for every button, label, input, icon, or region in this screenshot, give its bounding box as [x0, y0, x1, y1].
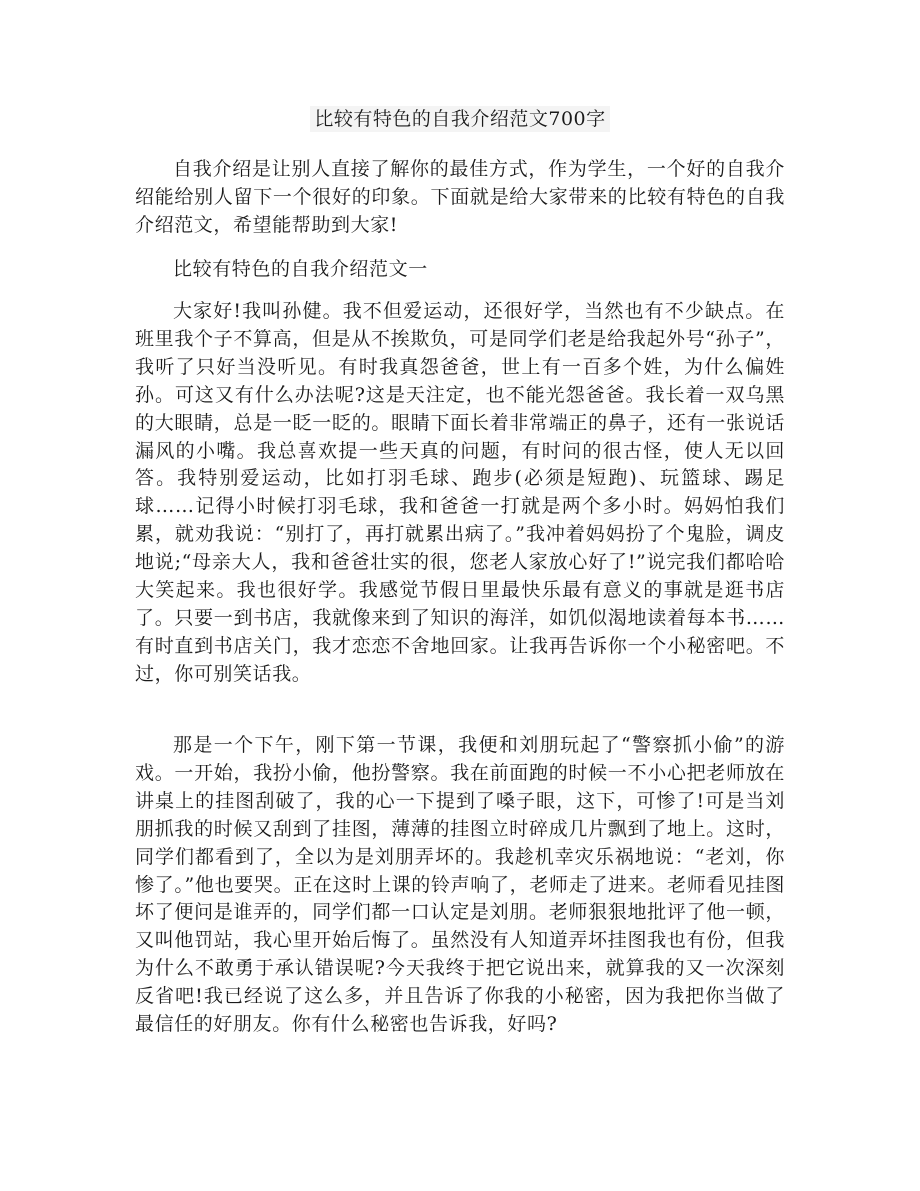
- body-paragraph-1: 大家好!我叫孙健。我不但爱运动，还很好学，当然也有不少缺点。在班里我个子不算高，但是从不挨欺负，可是同学们老是给我起外号“孙子”，我听了只好当没听见。有时我真怨爸爸，世上有一百多个姓，为什么偏姓孙。可这又有什么办法呢?这是天注定，也不能光怨爸爸。我长着一双乌黑的大眼睛，总是一眨一眨的。眼睛下面长着非常端正的鼻子，还有一张说话漏风的小嘴。我总喜欢提一些天真的问题，有时问的很古怪，使人无以回答。我特别爱运动，比如打羽毛球、跑步(必须是短跑)、玩篮球、踢足球……记得小时候打羽毛球，我和爸爸一打就是两个多小时。妈妈怕我们累，就劝我说：“别打了，再打就累出病了。”我冲着妈妈扮了个鬼脸，调皮地说;“母亲大人，我和爸爸壮实的很，您老人家放心好了!”说完我们都哈哈大笑起来。我也很好学。我感觉节假日里最快乐最有意义的事就是逛书店了。只要一到书店，我就像来到了知识的海洋，如饥似渴地读着每本书……有时直到书店关门，我才恋恋不舍地回家。让我再告诉你一个小秘密吧。不过，你可别笑话我。: [135, 300, 785, 685]
- section-heading: 比较有特色的自我介绍范文一: [173, 258, 428, 280]
- document-title-text: 比较有特色的自我介绍范文700字: [310, 106, 609, 132]
- body-paragraph-2: 那是一个下午，刚下第一节课，我便和刘朋玩起了“警察抓小偷”的游戏。一开始，我扮小偷，他扮警察。我在前面跑的时候一不小心把老师放在讲桌上的挂图刮破了，我的心一下提到了嗓子眼，这下，可惨了!可是当刘朋抓我的时候又刮到了挂图，薄薄的挂图立时碎成几片飘到了地上。这时，同学们都看到了，全以为是刘朋弄坏的。我趁机幸灾乐祸地说：“老刘，你惨了。”他也要哭。正在这时上课的铃声响了，老师走了进来。老师看见挂图坏了便问是谁弄的，同学们都一口认定是刘朋。老师狠狠地批评了他一顿，又叫他罚站，我心里开始后悔了。虽然没有人知道弄坏挂图我也有份，但我为什么不敢勇于承认错误呢?今天我终于把它说出来，就算我的又一次深刻反省吧!我已经说了这么多，并且告诉了你我的小秘密，因为我把你当做了最信任的好朋友。你有什么秘密也告诉我，好吗?: [135, 734, 785, 1036]
- intro-paragraph: 自我介绍是让别人直接了解你的最佳方式，作为学生，一个好的自我介绍能给别人留下一个很好的印象。下面就是给大家带来的比较有特色的自我介绍范文，希望能帮助到大家!: [135, 158, 785, 236]
- document-title: [0, 106, 920, 132]
